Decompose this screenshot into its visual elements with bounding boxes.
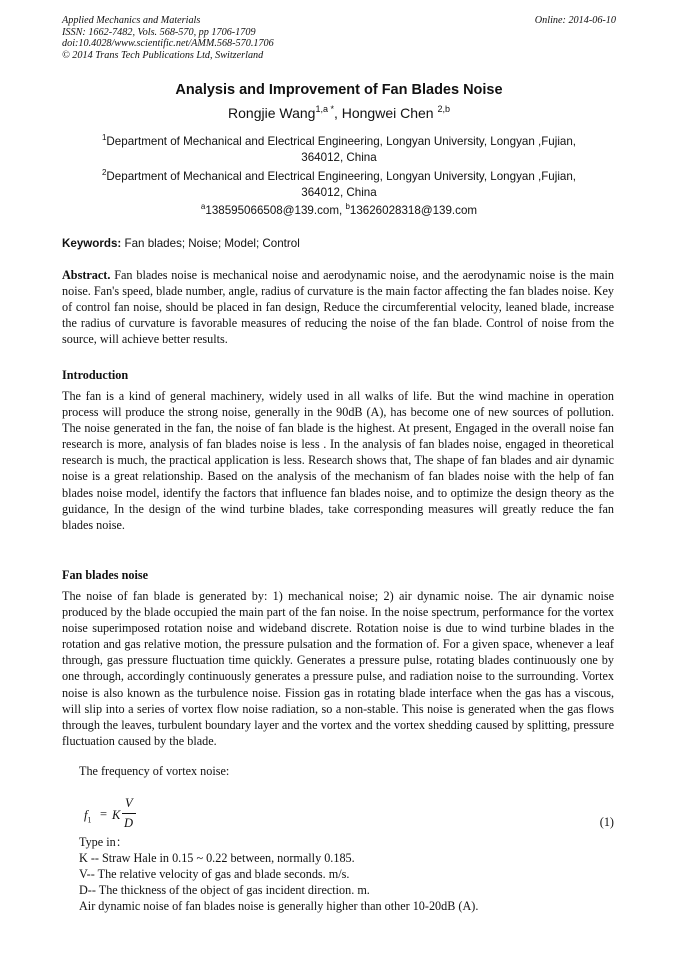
journal-name: Applied Mechanics and Materials	[62, 15, 201, 26]
vortex-noise-intro: The frequency of vortex noise:	[79, 764, 230, 778]
email-a-sup: a	[200, 202, 206, 211]
email-line	[0, 202, 678, 217]
affiliation-1	[80, 130, 598, 166]
abstract	[62, 267, 614, 347]
definition-k: K -- Straw Hale in 0.15 ~ 0.22 between, normally 0.185.	[79, 851, 355, 865]
paper-title: Analysis and Improvement of Fan Blades Noise	[175, 82, 503, 98]
fan-blades-noise-text: The noise of fan blade is generated by: 1) mechanical noise; 2) air dynamic noise. The air dynamic noise produced by the blade occupied the main part of the fan noise. In the noise spectrum, performance for the vortex noise superimposed rotation noise and wideband discrete. Rotation noise is due to wind turbine blades in the rotation and gas relative motion, the pressure pulsation and the formation of. For a given space, whenever a leaf through, gas pressure fluctuation time quickly. Generates a pressure pulse, rotating blades continuously one by one through, accordingly continuously generates a pressure pulse, and radiation noise to the surrounding. Vortex noise is also known as the turbulence noise. Fission gas in rotating blade interface when the gas has a viscous, will slip into a series of vortex flow noise radiation, so a non-stable. This noise is generated when the gas flows through the leaves, turbulent boundary layer and the vortex and the vortex shedding caused by splitting, pressure fluctuation caused by the blade.	[62, 589, 614, 748]
formula-lhs: $f_1$	[84, 808, 92, 825]
formula-denominator: D	[124, 816, 134, 830]
affiliation-2-text: Department of Mechanical and Electrical Engineering, Longyan University, Longyan ,Fujian, 364012, China	[106, 170, 577, 199]
copyright-line: © 2014 Trans Tech Publications Ltd, Switzerland	[62, 49, 264, 61]
introduction-heading: Introduction	[62, 368, 129, 382]
fan-blades-noise-heading: Fan blades noise	[62, 568, 149, 582]
doi-line[interactable]: doi:10.4028/www.scientific.net/AMM.568-570.1706	[62, 38, 274, 50]
email-b-sup: b	[345, 202, 350, 211]
author-1: Rongjie Wang	[228, 105, 316, 121]
affiliation-2	[80, 165, 598, 201]
fraction-bar	[122, 813, 136, 814]
issn-line: ISSN: 1662-7482, Vols. 568-570, pp 1706-1709	[62, 26, 256, 38]
author-1-sup: 1,a *	[315, 104, 334, 114]
introduction-text: The fan is a kind of general machinery, widely used in all walks of life. But the wind machine in operation process will produce the strong noise, generally in the 90dB (A), has become one of new sources of pollution. The noise generated in the fan, the noise of fan blade is the highest. At present, Engaged in the overall noise fan research is more, analysis of fan blades noise is less . In the analysis of fan blades noise, engaged in theoretical research is much, the practical application is less. Research shows that, The shape of fan blades and air dynamic noise is a great relationship. Based on the analysis of the mechanism of fan blades noise with the help of fan blades noise model, identify the factors that influence fan blades noise, and to optimize the design theory as the guidance, In the design of the wind turbine blades, take corresponding measures will greatly reduce the fan blades noise.	[62, 389, 614, 532]
author-2: Hongwei Chen	[341, 105, 438, 121]
definition-v: V-- The relative velocity of gas and blade seconds. m/s.	[79, 867, 350, 881]
author-separator: ,	[333, 105, 342, 121]
keywords-text: Fan blades; Noise; Model; Control	[121, 237, 300, 250]
equation-number: (1)	[599, 815, 614, 829]
formula-equals: =	[100, 807, 108, 821]
email-b[interactable]: 13626028318@139.com	[349, 204, 478, 217]
air-dynamic-noise-note: Air dynamic noise of fan blades noise is generally higher than other 10-20dB (A).	[79, 899, 479, 913]
affiliation-1-sup: 1	[101, 133, 107, 142]
type-in-label: Type in：	[79, 835, 128, 849]
affiliation-1-text: Department of Mechanical and Electrical Engineering, Longyan University, Longyan ,Fujian, 364012, China	[106, 135, 577, 164]
abstract-text: Fan blades noise is mechanical noise and aerodynamic noise, and the aerodynamic noise is the main noise. Fan's speed, blade number, angle, radius of curvature is the main factor affecting the fan blades noise. Key of control fan noise, should be placed in fan design, Reduce the circumferential velocity, leaned blade, increase the radius of curvature is favorable measures of reducing the noise of the fan blade. Control of noise from the source, will achieve better results.	[62, 268, 614, 347]
definition-d: D-- The thickness of the object of gas incident direction. m.	[79, 883, 370, 897]
formula-k: K	[112, 808, 121, 822]
keywords-label: Keywords:	[62, 237, 122, 250]
journal-header	[62, 15, 274, 61]
email-a[interactable]: 138595066508@139.com,	[205, 204, 346, 217]
online-date: Online: 2014-06-10	[534, 15, 616, 26]
formula-numerator: V	[125, 796, 133, 810]
keywords	[62, 237, 300, 250]
author-line	[0, 104, 678, 121]
vortex-frequency-formula	[84, 796, 154, 836]
affiliation-2-sup: 2	[101, 168, 107, 177]
author-2-sup: 2,b	[437, 104, 450, 114]
abstract-label: Abstract.	[62, 268, 111, 282]
